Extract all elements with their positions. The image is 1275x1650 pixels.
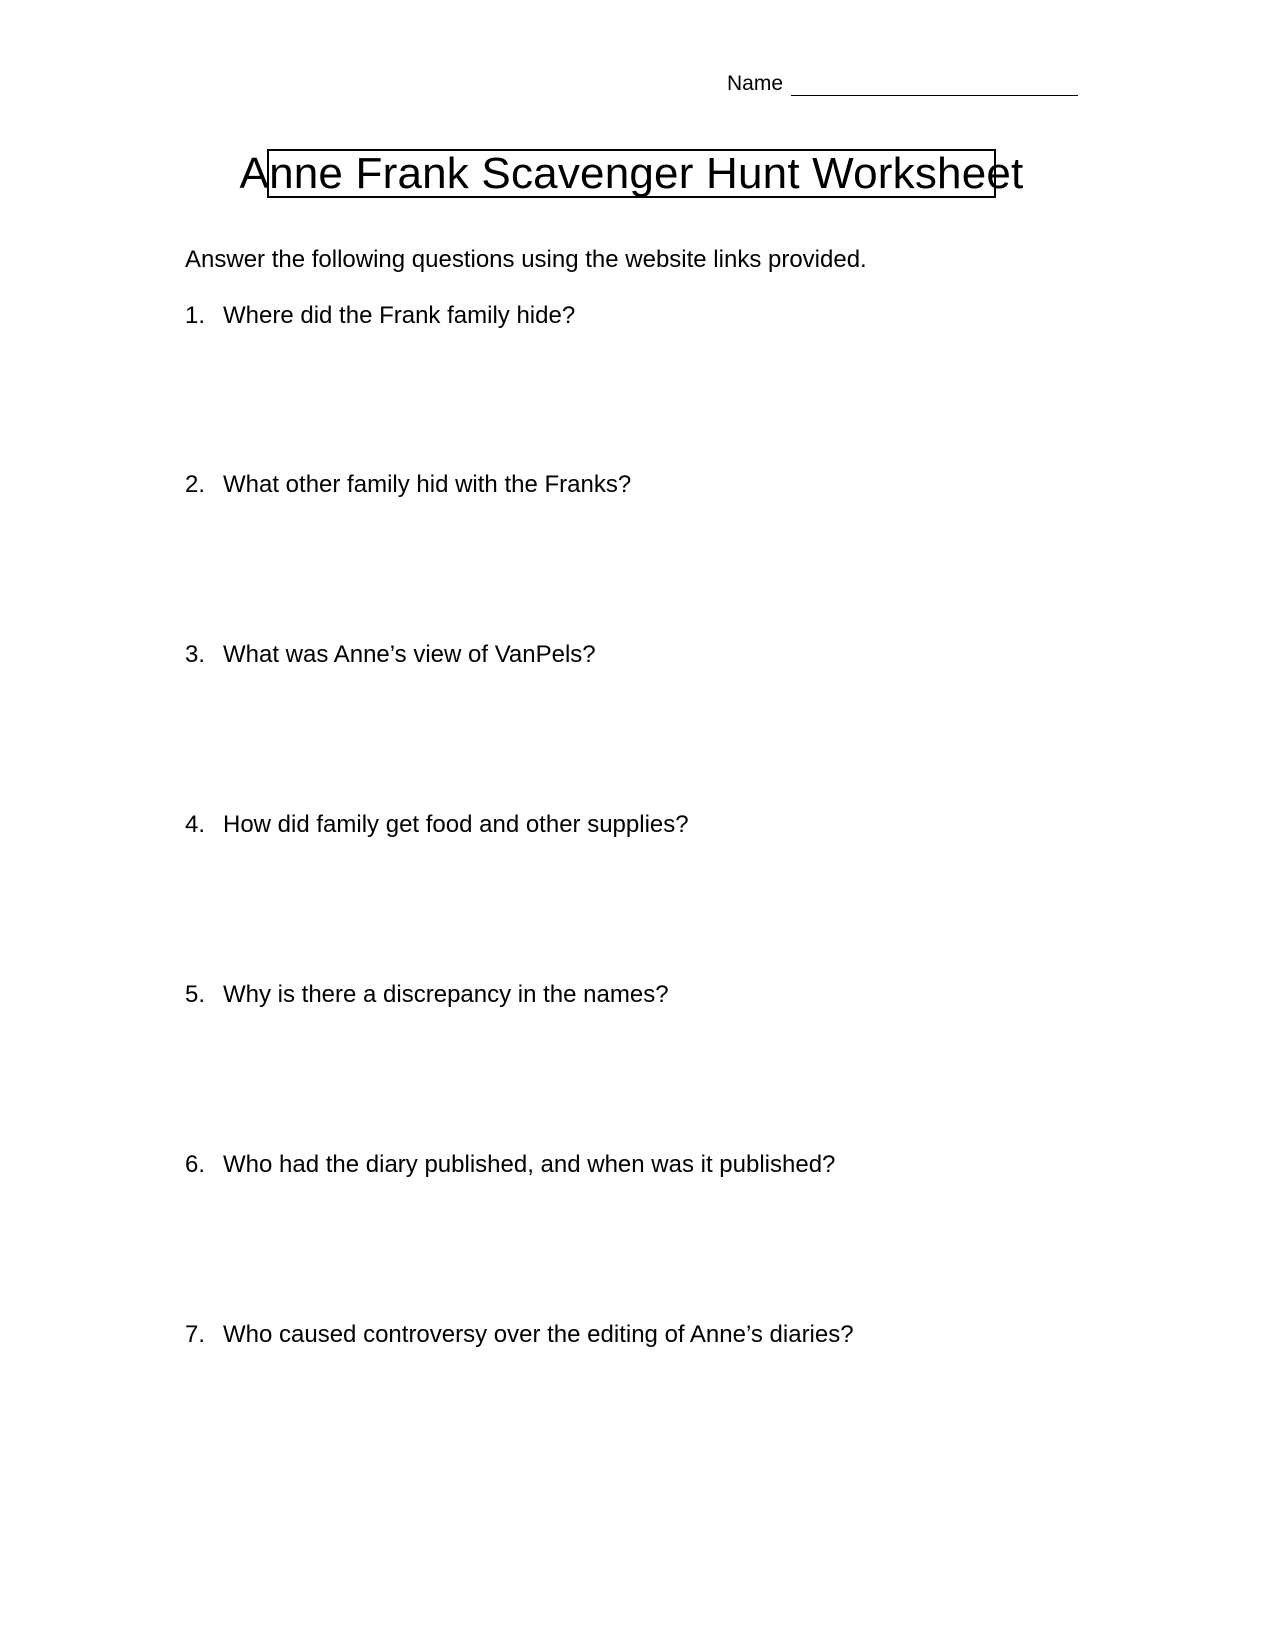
answer-space[interactable] (222, 679, 1082, 799)
question-item (185, 641, 596, 669)
question-number: 7. (185, 1321, 206, 1348)
name-blank-line[interactable] (791, 73, 1078, 96)
question-number: 6. (185, 1151, 206, 1178)
title-box (239, 148, 1024, 198)
question-item (185, 1151, 835, 1179)
question-item (185, 1321, 854, 1349)
answer-space[interactable] (222, 1189, 1082, 1309)
question-item (185, 471, 631, 499)
question-text: Who had the diary published, and when was it published? (223, 1151, 836, 1178)
question-text: What was Anne’s view of VanPels? (223, 641, 596, 668)
question-text: How did family get food and other supplies? (223, 811, 689, 838)
question-number: 1. (185, 302, 206, 329)
question-text: Why is there a discrepancy in the names? (223, 981, 669, 1008)
answer-space[interactable] (222, 1359, 1082, 1479)
question-item (185, 981, 669, 1009)
answer-space[interactable] (222, 1019, 1082, 1139)
answer-space[interactable] (222, 849, 1082, 969)
question-text: What other family hid with the Franks? (223, 471, 632, 498)
answer-space[interactable] (222, 509, 1082, 629)
question-item (185, 302, 575, 330)
question-number: 5. (185, 981, 206, 1008)
instructions-text: Answer the following questions using the website links provided. (185, 246, 867, 273)
question-text: Who caused controversy over the editing of Anne’s diaries? (223, 1321, 854, 1348)
question-item (185, 811, 689, 839)
page-title: Anne Frank Scavenger Hunt Worksheet (239, 148, 1024, 198)
question-number: 4. (185, 811, 206, 838)
question-number: 3. (185, 641, 206, 668)
answer-space[interactable] (222, 340, 1082, 460)
name-label: Name (727, 72, 784, 95)
question-text: Where did the Frank family hide? (223, 302, 576, 329)
question-number: 2. (185, 471, 206, 498)
name-field[interactable] (727, 72, 1078, 96)
